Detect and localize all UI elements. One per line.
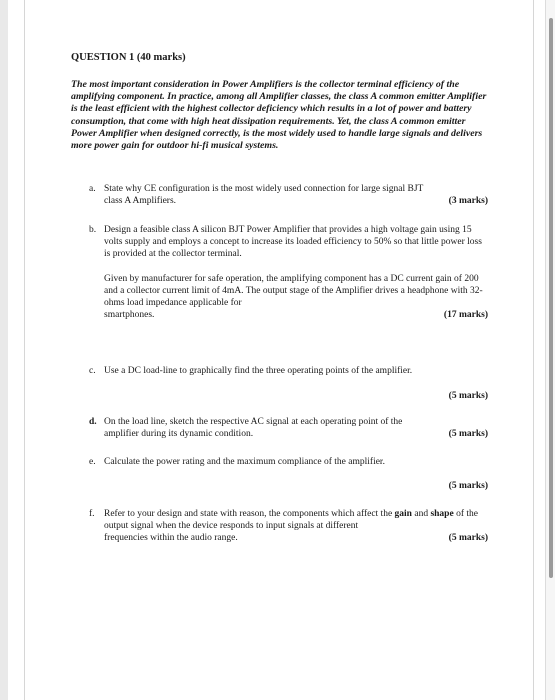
item-f-marks: (5 marks)	[448, 533, 488, 544]
viewer-left-margin	[0, 0, 8, 700]
item-c-text	[104, 365, 488, 402]
item-e-marks: (5 marks)	[448, 481, 488, 492]
item-f-gain-word: gain	[394, 509, 412, 519]
item-marker-e: e.	[89, 457, 96, 467]
question-item-e	[89, 456, 491, 496]
item-e-line: Calculate the power rating and the maximum compliance of the amplifier.	[104, 457, 385, 467]
item-f-text-post: of the output signal when the device responds to input signals at different	[104, 509, 478, 532]
question-item-c	[89, 365, 491, 405]
item-f-last-row	[104, 532, 488, 544]
item-b-para1: Design a feasible class A silicon BJT Power Amplifier that provides a high voltage gain using 15 volts supply and employs a concept to increase its loaded efficiency to 50% so that little power loss is provided at the collector terminal.	[104, 225, 482, 260]
item-f-line3: frequencies within the audio range.	[104, 533, 238, 544]
item-a-marks: (3 marks)	[448, 196, 488, 207]
scrollbar-thumb[interactable]	[549, 18, 553, 578]
item-f-text-pre: Refer to your design and state with reason, the components which affect the	[104, 509, 395, 519]
item-marker-b: b.	[89, 225, 97, 235]
item-marker-c: c.	[89, 366, 96, 376]
vertical-scrollbar[interactable]	[545, 0, 555, 700]
item-f-shape-word: shape	[430, 509, 454, 519]
item-d-line1: On the load line, sketch the respective AC signal at each operating point of the	[104, 417, 403, 427]
item-f-para	[104, 508, 488, 532]
item-e-text	[104, 456, 488, 492]
item-b-last-row	[104, 309, 488, 321]
item-c-marks: (5 marks)	[448, 391, 488, 402]
item-c-line: Use a DC load-line to graphically find the three operating points of the amplifier.	[104, 366, 413, 376]
item-b-para2: Given by manufacturer for safe operation, the amplifying component has a DC current gain of 200 and a collector current limit of 4mA. The output stage of the Amplifier drives a headphone with 32-ohms load impedance applicable for	[104, 273, 483, 309]
item-marker-f: f.	[89, 509, 95, 519]
item-a-text	[104, 183, 488, 207]
item-e-marks-row	[104, 480, 488, 492]
item-d-line2: amplifier during its dynamic condition.	[104, 429, 254, 440]
question-intro: The most important consideration in Power Amplifiers is the collector terminal efficiency of the amplifying component. In practice, among all Amplifier classes, the class A common emitter Amplifier is the least efficient with the highest collector deficiency which results in a lot of power and battery consumption, that come with high heat dissipation requirements. Yet, the class A common emitter Power Amplifier when designed correctly, is the most widely used to handle large signals and delivers more power gain for outdoor hi-fi musical systems.	[71, 79, 487, 152]
item-c-marks-row	[104, 390, 488, 402]
question-item-b	[89, 224, 491, 334]
item-marker-a: a.	[89, 184, 96, 194]
question-item-d	[89, 416, 491, 442]
item-a-line2: class A Amplifiers.	[104, 196, 177, 207]
question-item-f	[89, 508, 491, 548]
item-d-text	[104, 416, 488, 440]
item-d-marks: (5 marks)	[448, 429, 488, 440]
item-b-text	[104, 224, 488, 321]
item-b-marks: (17 marks)	[443, 310, 488, 321]
question-item-a	[89, 183, 491, 209]
question-title: QUESTION 1 (40 marks)	[71, 52, 186, 63]
item-f-text-and: and	[411, 509, 431, 519]
item-marker-d: d.	[89, 417, 97, 427]
item-a-line1: State why CE configuration is the most widely used connection for large signal BJT	[104, 184, 424, 194]
item-a-line2-row	[104, 195, 488, 207]
item-f-text	[104, 508, 488, 545]
item-b-para2-last: smartphones.	[104, 310, 155, 321]
item-d-line2-row	[104, 428, 488, 440]
